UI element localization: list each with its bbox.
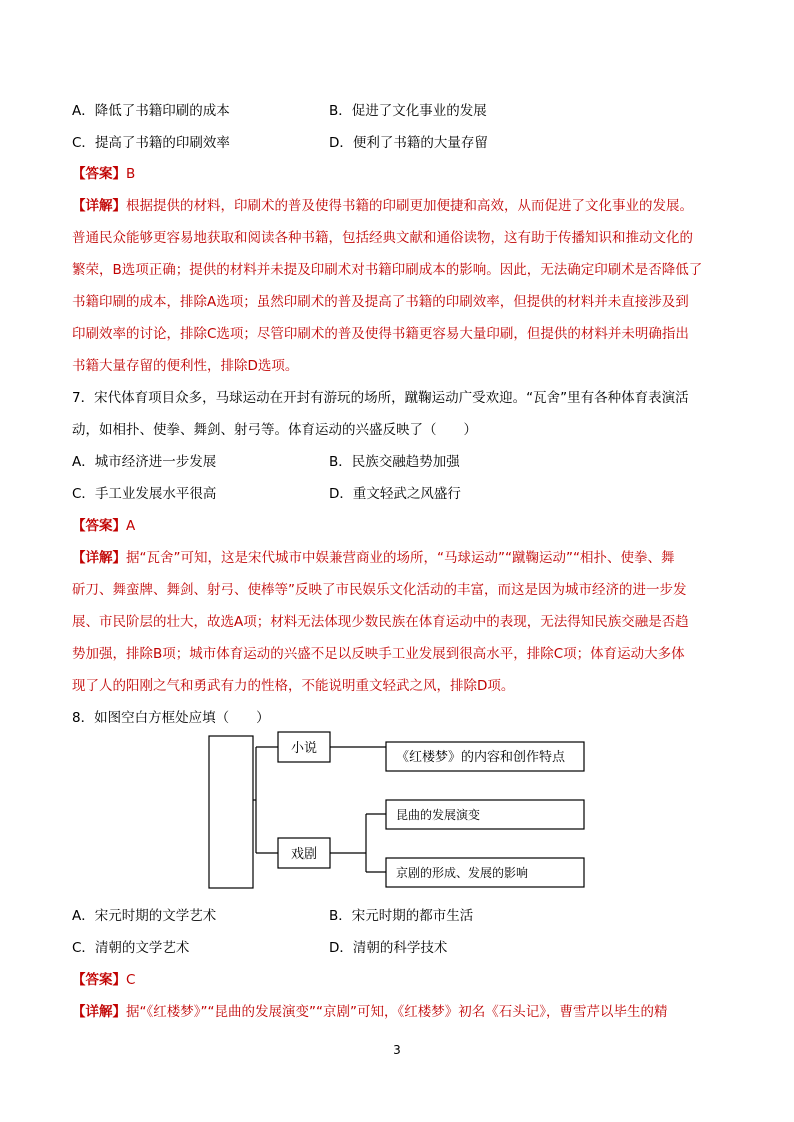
- leaf-label-kunqu: 昆曲的发展演变: [396, 808, 481, 822]
- q6-option-c: C．提高了书籍的印刷效率: [72, 135, 230, 151]
- q6-detail-line: 【详解】根据提供的材料，印刷术的普及使得书籍的印刷更加便捷和高效，从而促进了文化事业的发展。: [72, 198, 693, 214]
- q7-option-b: B．民族交融趋势加强: [329, 454, 460, 470]
- q8-option-a: A．宋元时期的文学艺术: [72, 908, 217, 924]
- q8-option-d: D．清朝的科学技术: [329, 940, 448, 956]
- q7-stem-line: 动，如相扑、使拳、舞剑、射弓等。体育运动的兴盛反映了（ ）: [72, 422, 477, 438]
- q7-detail-line: 现了人的阳刚之气和勇武有力的性格，不能说明重文轻武之风，排除D项。: [72, 678, 515, 694]
- q6-detail-line: 印刷效率的讨论，排除C选项；尽管印刷术的普及使得书籍更容易大量印刷，但提供的材料并未明确指出: [72, 326, 689, 342]
- q8-detail-line: 【详解】据“《红楼梦》”“昆曲的发展演变”“京剧”可知，《红楼梦》初名《石头记》，曹雪芹以毕生的精: [72, 1004, 668, 1020]
- q6-answer: 【答案】B: [72, 166, 136, 182]
- q7-stem-line: 7．宋代体育项目众多，马球运动在开封有游玩的场所，蹴鞠运动广受欢迎。“瓦舍”里有各种体育表演活: [72, 390, 689, 406]
- q6-detail-line: 书籍大量存留的便利性，排除D选项。: [72, 358, 299, 374]
- blank-box: [209, 736, 253, 888]
- q6-detail-line: 普通民众能够更容易地获取和阅读各种书籍，包括经典文献和通俗读物，这有助于传播知识和推动文化的: [72, 230, 693, 246]
- q8-option-b: B．宋元时期的都市生活: [329, 908, 474, 924]
- q7-answer: 【答案】A: [72, 518, 136, 534]
- leaf-label-hongloumeng: 《红楼梦》的内容和创作特点: [396, 750, 566, 765]
- q6-detail-line: 书籍印刷的成本，排除A选项；虽然印刷术的普及提高了书籍的印刷效率，但提供的材料并未直接涉及到: [72, 294, 689, 310]
- q6-option-b: B．促进了文化事业的发展: [329, 103, 487, 119]
- q6-detail-line: 繁荣，B选项正确；提供的材料并未提及印刷术对书籍印刷成本的影响。因此，无法确定印刷术是否降低了: [72, 262, 703, 278]
- q7-option-a: A．城市经济进一步发展: [72, 454, 217, 470]
- q7-detail-line: 【详解】据“瓦舍”可知，这是宋代城市中娱兼营商业的场所，“马球运动”“蹴鞠运动”“相扑、使拳、舞: [72, 550, 675, 566]
- q7-option-c: C．手工业发展水平很高: [72, 486, 217, 502]
- q8-stem: 8．如图空白方框处应填（ ）: [72, 710, 270, 726]
- page-number: 3: [393, 1043, 401, 1057]
- q8-answer: 【答案】C: [72, 972, 136, 988]
- q6-option-a: A．降低了书籍印刷的成本: [72, 103, 230, 119]
- q7-detail-line: 展、市民阶层的壮大，故选A项；材料无法体现少数民族在体育运动中的表现，无法得知民族交融是否趋: [72, 614, 689, 630]
- q8-diagram: [200, 716, 600, 892]
- node-novel-label: 小说: [290, 741, 318, 756]
- q7-detail-line: 斫刀、舞蛮牌、舞剑、射弓、使棒等”反映了市民娱乐文化活动的丰富，而这是因为城市经济的进一步发: [72, 582, 687, 598]
- q8-option-c: C．清朝的文学艺术: [72, 940, 190, 956]
- leaf-label-jingju: 京剧的形成、发展的影响: [396, 866, 529, 880]
- node-drama-label: 戏剧: [290, 847, 318, 862]
- q7-detail-line: 势加强，排除B项；城市体育运动的兴盛不足以反映手工业发展到很高水平，排除C项；体育运动大多体: [72, 646, 685, 662]
- q6-option-d: D．便利了书籍的大量存留: [329, 135, 488, 151]
- q7-option-d: D．重文轻武之风盛行: [329, 486, 461, 502]
